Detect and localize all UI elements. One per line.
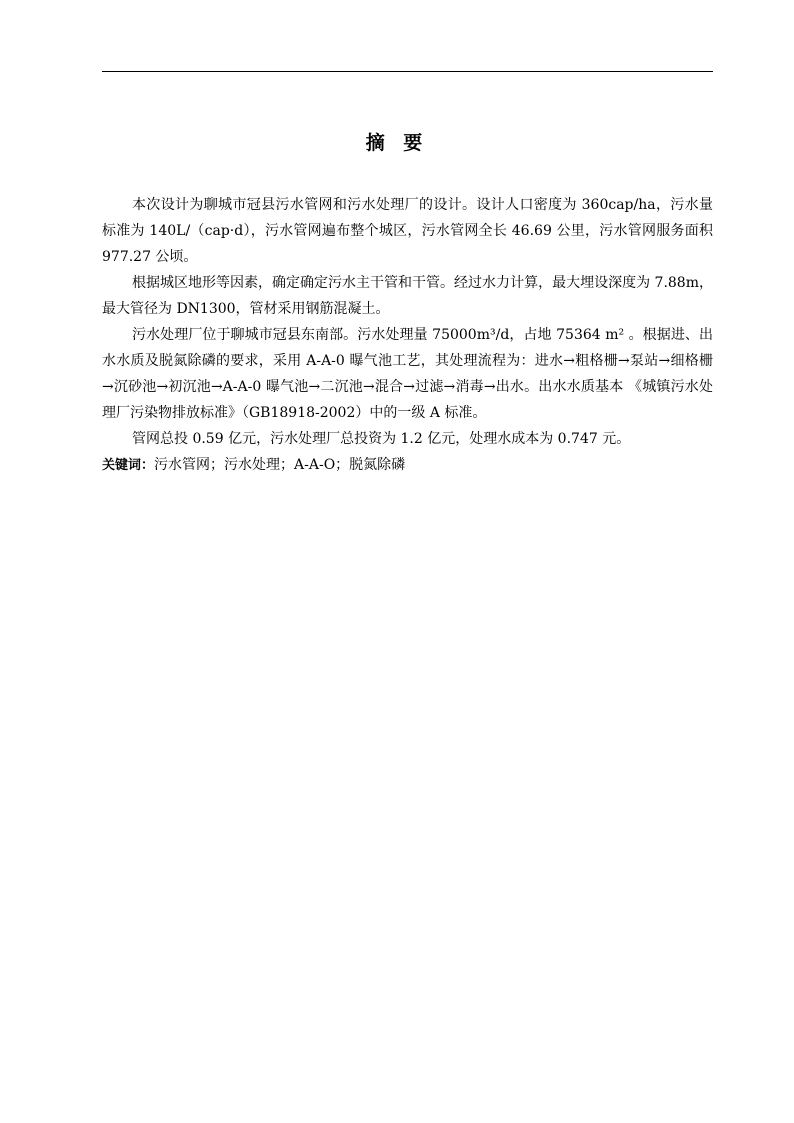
abstract-title: 摘 要	[365, 132, 429, 154]
paragraph-design-overview: 本次设计为聊城市冠县污水管网和污水处理厂的设计。设计人口密度为 360cap/ha，污水量标准为 140L/（cap·d），污水管网遍布整个城区，污水管网全长 46.69 公里，污水管网服务面积 977.27 公顷。	[102, 197, 713, 265]
abstract-body	[102, 192, 713, 479]
keywords-line	[102, 452, 713, 479]
keywords-label: 关键词：	[102, 458, 155, 473]
paragraph-investment: 管网总投 0.59 亿元，污水处理厂总投资为 1.2 亿元，处理水成本为 0.747 元。	[132, 431, 631, 447]
header-rule	[102, 71, 713, 72]
paragraph-treatment-plant: 污水处理厂位于聊城市冠县东南部。污水处理量 75000m³/d，占地 75364 m² 。根据进、出水水质及脱氮除磷的要求，采用 A-A-0 曝气池工艺，其处理流程为：进水→粗格栅→泵站→细格栅→沉砂池→初沉池→A-A-0 曝气池→二沉池→混合→过滤→消毒→出水。出水水质基本 《城镇污水处理厂污染物排放标准》（GB18918-2002）中的一级 A 标准。	[102, 327, 713, 421]
keywords-text: 污水管网；污水处理；A-A-O；脱氮除磷	[154, 457, 406, 473]
paragraph-pipe-network: 根据城区地形等因素，确定确定污水主干管和干管。经过水力计算，最大埋设深度为 7.88m，最大管径为 DN1300，管材采用钢筋混凝土。	[102, 275, 713, 317]
